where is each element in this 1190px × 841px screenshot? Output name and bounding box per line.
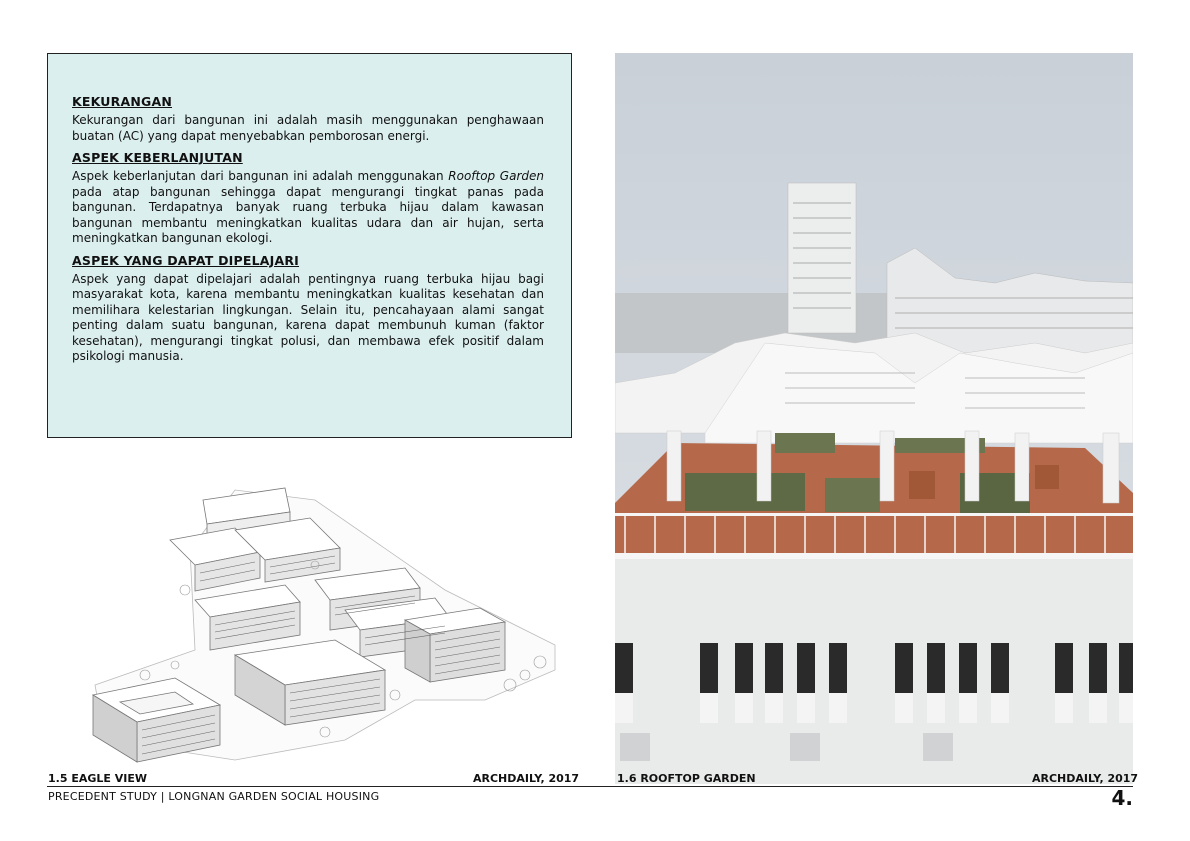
- dipelajari-paragraph: Aspek yang dapat dipelajari adalah pentingnya ruang terbuka hijau bagi masyarakat kota, karena membantu meningkatkan kualitas kesehatan dan memilihara kelestarian lingkungan. Selain itu, pencahayaan alami sangat penting dalam suatu bangunan, karena dapat membunuh kuman (faktor kesehatan), mengurangi tingkat polusi, dan membawa efek positif dalam psikologi manusia.: [72, 271, 544, 363]
- text-panel: [47, 53, 572, 438]
- kekurangan-paragraph: Kekurangan dari bangunan ini adalah masih menggunakan penghawaan buatan (AC) yang dapat menyebabkan pemborosan energi.: [72, 113, 544, 143]
- footer-divider: [47, 786, 1133, 787]
- eagle-view-caption: 1.5 EAGLE VIEW: [48, 772, 147, 785]
- footer-title: PRECEDENT STUDY | LONGNAN GARDEN SOCIAL HOUSING: [48, 790, 380, 803]
- keberlanjutan-heading: ASPEK KEBERLANJUTAN: [72, 150, 243, 165]
- page-number: 4.: [1111, 786, 1133, 810]
- rooftop-garden-photo: [615, 53, 1133, 784]
- kekurangan-heading: KEKURANGAN: [72, 94, 172, 109]
- eagle-view-source: ARCHDAILY, 2017: [473, 772, 580, 785]
- keberlanjutan-text-a: Aspek keberlanjutan dari bangunan ini adalah menggunakan: [72, 169, 449, 183]
- rooftop-garden-caption: 1.6 ROOFTOP GARDEN: [617, 772, 756, 785]
- rooftop-garden-term: Rooftop Garden: [448, 169, 545, 183]
- keberlanjutan-text-b: pada atap bangunan sehingga dapat mengurangi tingkat panas pada bangunan. Terdapatnya banyak ruang terbuka hijau dalam kawasan bangunan membantu meningkatkan kualitas udara dan air hujan, serta meningkatkan bangunan ekologi.: [72, 184, 544, 245]
- eagle-view-drawing: [85, 470, 565, 770]
- rooftop-garden-source: ARCHDAILY, 2017: [1032, 772, 1139, 785]
- keberlanjutan-paragraph: [72, 169, 544, 247]
- dipelajari-heading: ASPEK YANG DAPAT DIPELAJARI: [72, 252, 300, 268]
